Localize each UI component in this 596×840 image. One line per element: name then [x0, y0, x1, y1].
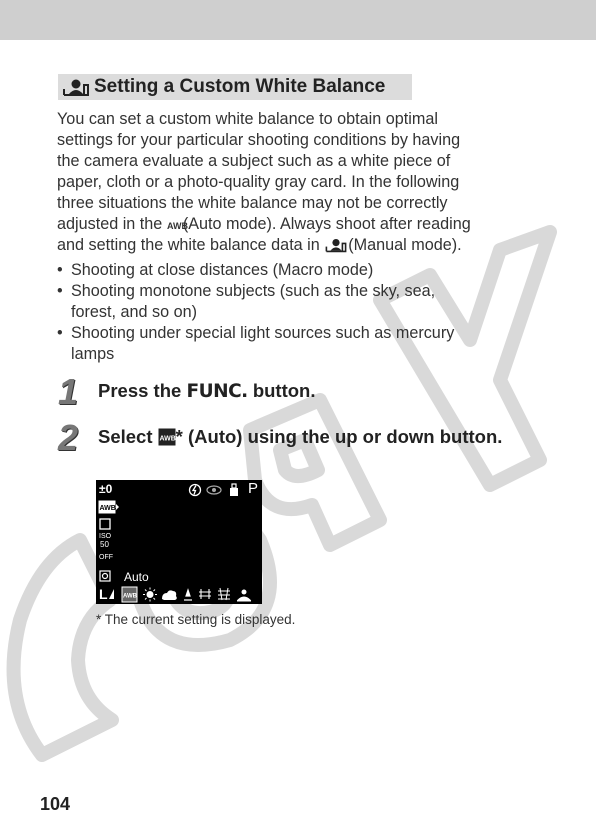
self-timer-icon [228, 483, 240, 497]
red-eye-icon [206, 485, 222, 495]
step-2 [58, 417, 518, 458]
list-item [57, 260, 537, 281]
exposure-compensation-value: ±0 [99, 482, 113, 496]
manual-white-balance-icon [324, 237, 348, 253]
intro-line: You can set a custom white balance to obtain optimal [57, 110, 438, 128]
bullet-marker: • [57, 282, 63, 300]
footnote: * The current setting is displayed. [96, 612, 296, 627]
bullet-marker: • [57, 324, 63, 342]
iso-value: 50 [100, 540, 109, 549]
step-text: Select [98, 426, 153, 447]
svg-text:AWB: AWB [159, 435, 176, 443]
step-text: button. [252, 380, 316, 401]
resolution-quality-icon [99, 586, 115, 600]
metering-mode-icon [99, 570, 111, 582]
section-title-text: Setting a Custom White Balance [94, 76, 386, 97]
intro-line: settings for your particular shooting conditions by having [57, 131, 461, 149]
section-title [58, 74, 412, 100]
list-item-text: Shooting under special light sources such as mercury [71, 324, 455, 342]
list-item-text: lamps [71, 345, 115, 363]
selected-setting-label: Auto [124, 570, 149, 584]
auto-white-balance-icon [158, 428, 176, 446]
photo-effect-off: OFF [99, 554, 113, 561]
list-item-text: forest, and so on) [71, 303, 197, 321]
step-instruction [98, 420, 518, 449]
white-balance-options-bar [120, 586, 262, 603]
iso-label: ISO [99, 533, 112, 540]
flash-off-icon [188, 483, 202, 497]
camera-lcd-screen [96, 480, 262, 604]
svg-text:AWB: AWB [123, 593, 137, 600]
list-item-text: Shooting monotone subjects (such as the sky, sea, [71, 282, 436, 300]
custom-white-balance-icon [62, 77, 90, 97]
top-header-band [0, 0, 596, 40]
intro-line: adjusted in the [57, 215, 163, 233]
intro-line: the camera evaluate a subject such as a white piece of [57, 152, 451, 170]
intro-line: (Auto mode). Always shoot after reading [182, 215, 471, 233]
svg-text:AWB: AWB [99, 505, 116, 512]
svg-text:L: L [99, 586, 108, 602]
intro-line: three situations the white balance may not be correctly [57, 194, 448, 212]
bullet-marker: • [57, 261, 63, 279]
step-number: 1 [58, 371, 79, 412]
drive-mode-icon [99, 518, 111, 530]
func-button-label: FUNC. [186, 381, 248, 402]
list-item [57, 281, 537, 323]
intro-line: (Manual mode). [348, 236, 462, 254]
intro-paragraph [57, 109, 537, 256]
intro-line: paper, cloth or a photo-quality gray card. In the following [57, 173, 460, 191]
white-balance-menu-icon [98, 500, 120, 514]
page-number: 104 [40, 794, 71, 814]
auto-white-balance-icon [166, 216, 188, 232]
list-item [57, 323, 537, 365]
step-1 [58, 371, 518, 412]
step-instruction [98, 374, 518, 404]
intro-line: and setting the white balance data in [57, 236, 320, 254]
step-number: 2 [58, 417, 79, 458]
step-text: Press the [98, 380, 182, 401]
step-text: * (Auto) using the up or down button. [175, 426, 503, 447]
svg-text:AWB: AWB [166, 221, 188, 231]
situation-list [57, 260, 537, 365]
shooting-mode-indicator: P [248, 480, 259, 497]
list-item-text: Shooting at close distances (Macro mode) [71, 261, 374, 279]
